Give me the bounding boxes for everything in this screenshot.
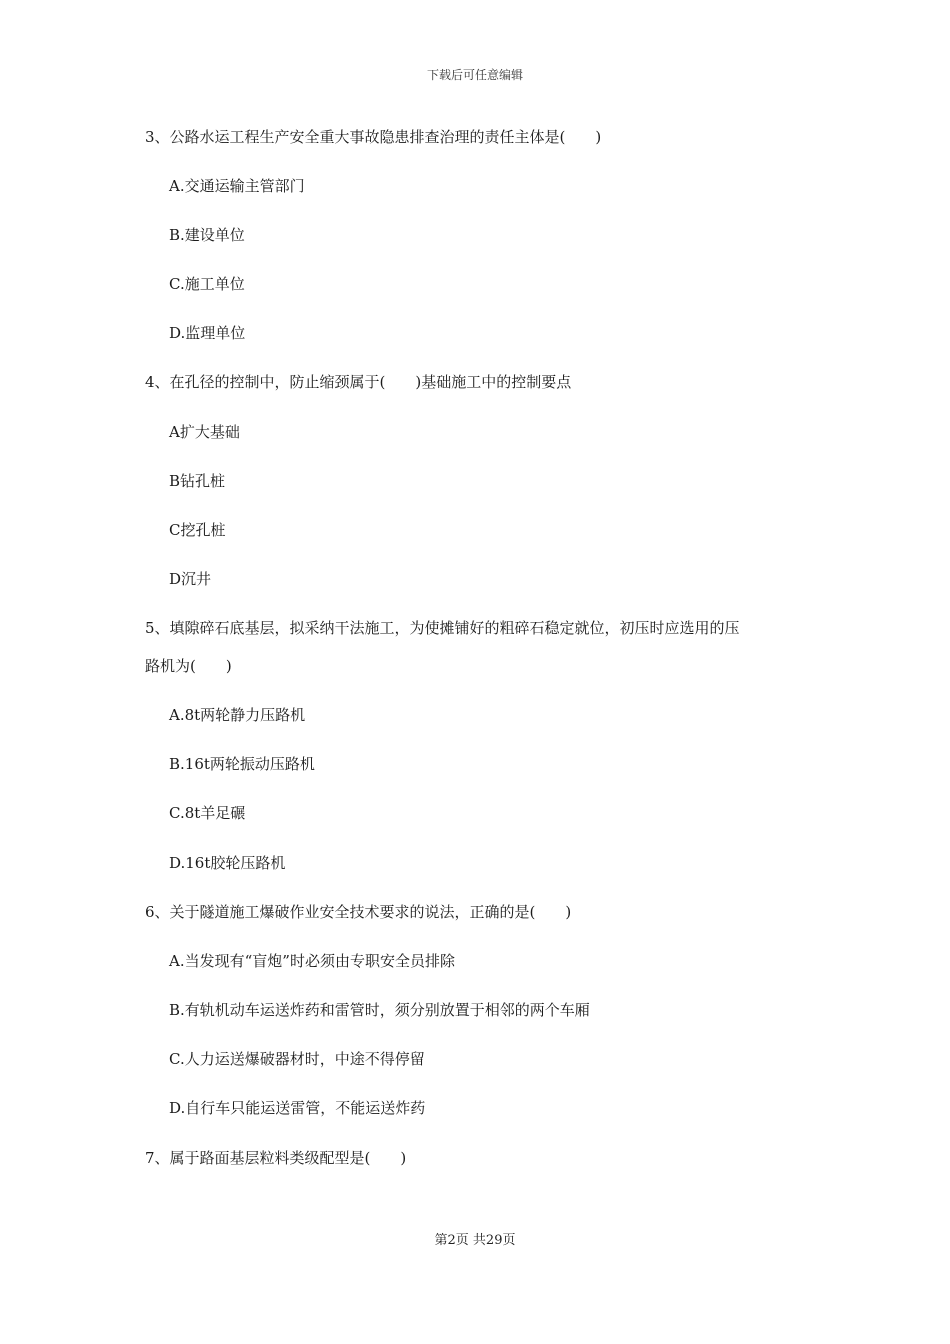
question-4-option-b: B钻孔桩 (169, 472, 226, 490)
question-3-option-c: C.施工单位 (169, 275, 245, 293)
question-3-stem: 3、公路水运工程生产安全重大事故隐患排查治理的责任主体是( ) (145, 128, 602, 146)
page-footer: 第2页 共29页 (434, 1233, 516, 1248)
question-5-option-d: D.16t胶轮压路机 (169, 854, 286, 872)
question-5-stem: 5、填隙碎石底基层，拟采纳干法施工，为使摊铺好的粗碎石稳定就位，初压时应选用的压 (145, 619, 740, 637)
question-5-stem-continued: 路机为( ) (145, 657, 232, 675)
question-4-stem: 4、在孔径的控制中，防止缩颈属于( )基础施工中的控制要点 (145, 373, 572, 391)
question-6-stem: 6、关于隧道施工爆破作业安全技术要求的说法，正确的是( ) (145, 903, 572, 921)
question-6-option-b: B.有轨机动车运送炸药和雷管时，须分别放置于相邻的两个车厢 (169, 1001, 590, 1019)
question-5-option-b: B.16t两轮振动压路机 (169, 755, 315, 773)
question-6-option-c: C.人力运送爆破器材时，中途不得停留 (169, 1050, 425, 1068)
question-3-option-a: A.交通运输主管部门 (169, 177, 305, 195)
question-6-option-d: D.自行车只能运送雷管，不能运送炸药 (169, 1099, 426, 1117)
question-5-option-a: A.8t两轮静力压路机 (169, 706, 306, 724)
question-7-stem: 7、属于路面基层粒料类级配型是( ) (145, 1149, 407, 1167)
question-5-option-c: C.8t羊足碾 (169, 804, 246, 822)
question-4-option-a: A扩大基础 (169, 423, 240, 441)
question-4-option-c: C挖孔桩 (169, 521, 226, 539)
question-4-option-d: D沉井 (169, 570, 212, 588)
question-6-option-a: A.当发现有“盲炮”时必须由专职安全员排除 (169, 952, 455, 970)
question-3-option-b: B.建设单位 (169, 226, 245, 244)
page-header: 下载后可任意编辑 (426, 68, 523, 82)
question-3-option-d: D.监理单位 (169, 324, 246, 342)
